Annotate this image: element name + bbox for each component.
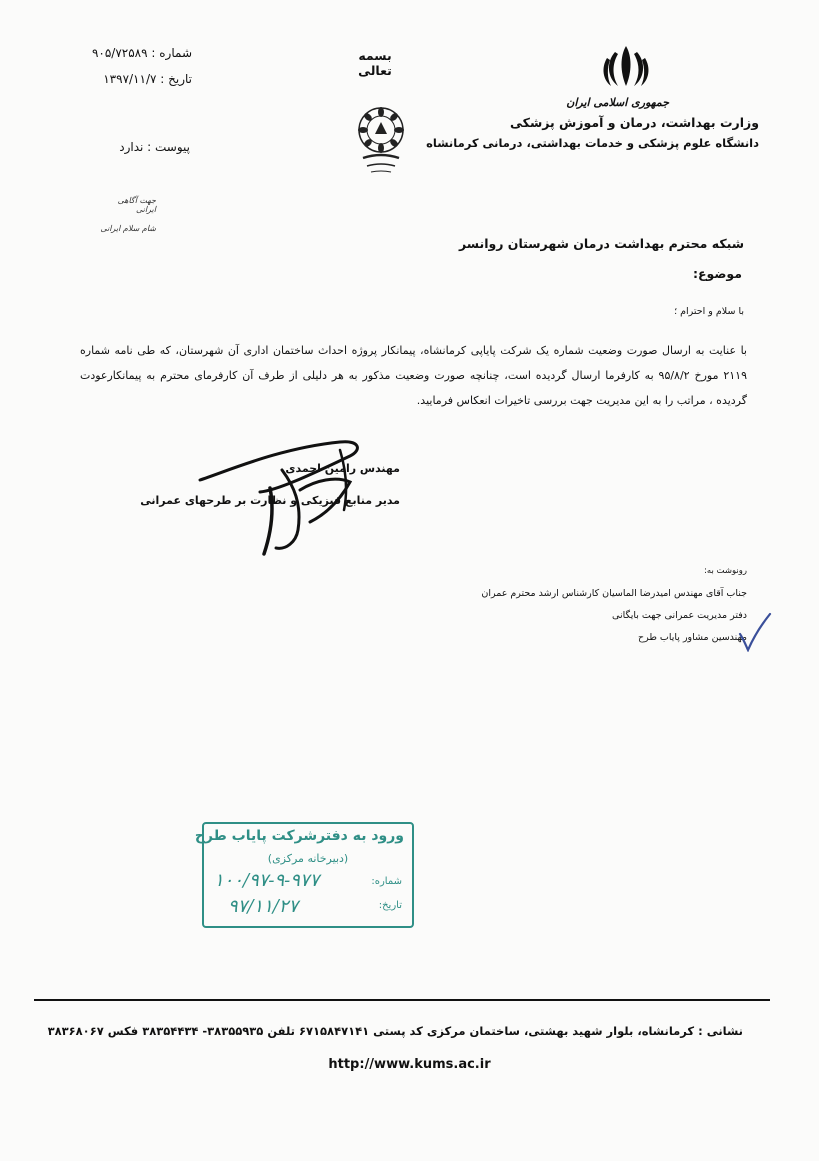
subject-label: موضوع: [692,266,742,281]
check-mark-icon [738,612,772,652]
stamp-date-value: ۹۷/۱۱/۲۷ [228,896,299,917]
number-value: ۹۰۵/۷۲۵۸۹ [91,46,148,60]
cc-block [427,566,747,654]
stamp-title: ورود به دفترشرکت پایاب طرح [194,828,404,844]
greeting: با سلام و احترام ؛ [674,306,744,317]
footer-address: نشانی : کرمانشاه، بلوار شهید بهشتی، ساختمان مرکزی کد پستی ۶۷۱۵۸۴۷۱۴۱ تلفن ۳۸۳۵۵۹۳۵- ۳۸۳۵۴۴۳۴ فکس ۳۸۳۶۸۰۶۷ [47,1024,743,1038]
date-label: تاریخ : [160,72,192,86]
addressee: شبکه محترم بهداشت درمان شهرستان روانسر [459,236,744,251]
letterhead-right [426,96,759,150]
cc-item: جناب آقای مهندس امیدرضا الماسیان کارشناس ارشد محترم عمران [481,588,747,599]
number-label: شماره : [151,46,192,60]
date-row [92,72,192,86]
signatory-name: مهندس رامین احمدی [285,462,400,475]
number-row [92,46,192,60]
cc-item: دفتر مدیریت عمرانی جهت بایگانی [612,610,747,621]
small-note: شام سلام ایرانی [100,224,156,233]
iran-emblem-icon [598,42,654,92]
university-logo-icon [355,100,407,180]
stamp-number-label: شماره: [371,876,402,887]
cc-item: مهندسین مشاور پایاب طرح [637,632,747,643]
stamp-number-value: ۱۰۰/۹۷-۹-۹۷۷ [214,870,320,891]
letter-meta [92,46,192,98]
footer-divider [34,999,770,1001]
small-note: جهت آگاهی ایرانی [117,196,156,214]
letter-body: با عنایت به ارسال صورت وضعیت شماره یک شرکت پایاپی کرمانشاه، پیمانکار پروژه احداث ساختمان اداری آن شهرستان، که طی نامه شماره ۲۱۱۹ مورخ ۹۵/۸/۲ به کارفرما ارسال گردیده است، چنانچه صورت وضعیت مذکور به هر دلیلی از طرف آن کارفرمای محترم به پیمانکارعودت گردیده ، مراتب را به این مدیریت جهت بررسی تاخیرات انعکاس فرمایید. [80,344,747,407]
ministry-label: وزارت بهداشت، درمان و آموزش پزشکی [510,115,759,130]
signature-icon [190,430,390,560]
cc-heading: رونوشت به: [704,566,747,576]
footer-url: http://www.kums.ac.ir [328,1057,491,1072]
basmala: بسمه تعالی [358,48,392,78]
date-value: ۱۳۹۷/۱۱/۷ [103,72,157,86]
university-label: دانشگاه علوم پزشکی و خدمات بهداشتی، درمانی کرمانشاه [426,136,759,150]
attachment-label: پیوست : ندارد [119,140,190,154]
stamp-subtitle: (دبیرخانه مرکزی) [267,852,349,865]
stamp-date-label: تاریخ: [378,900,402,911]
republic-label: جمهوری اسلامی ایران [566,96,669,109]
handwritten-notes [96,196,156,243]
signatory-title: مدیر منابع فیزیکی و نظارت بر طرحهای عمرانی [140,494,400,507]
receipt-stamp [194,822,414,928]
